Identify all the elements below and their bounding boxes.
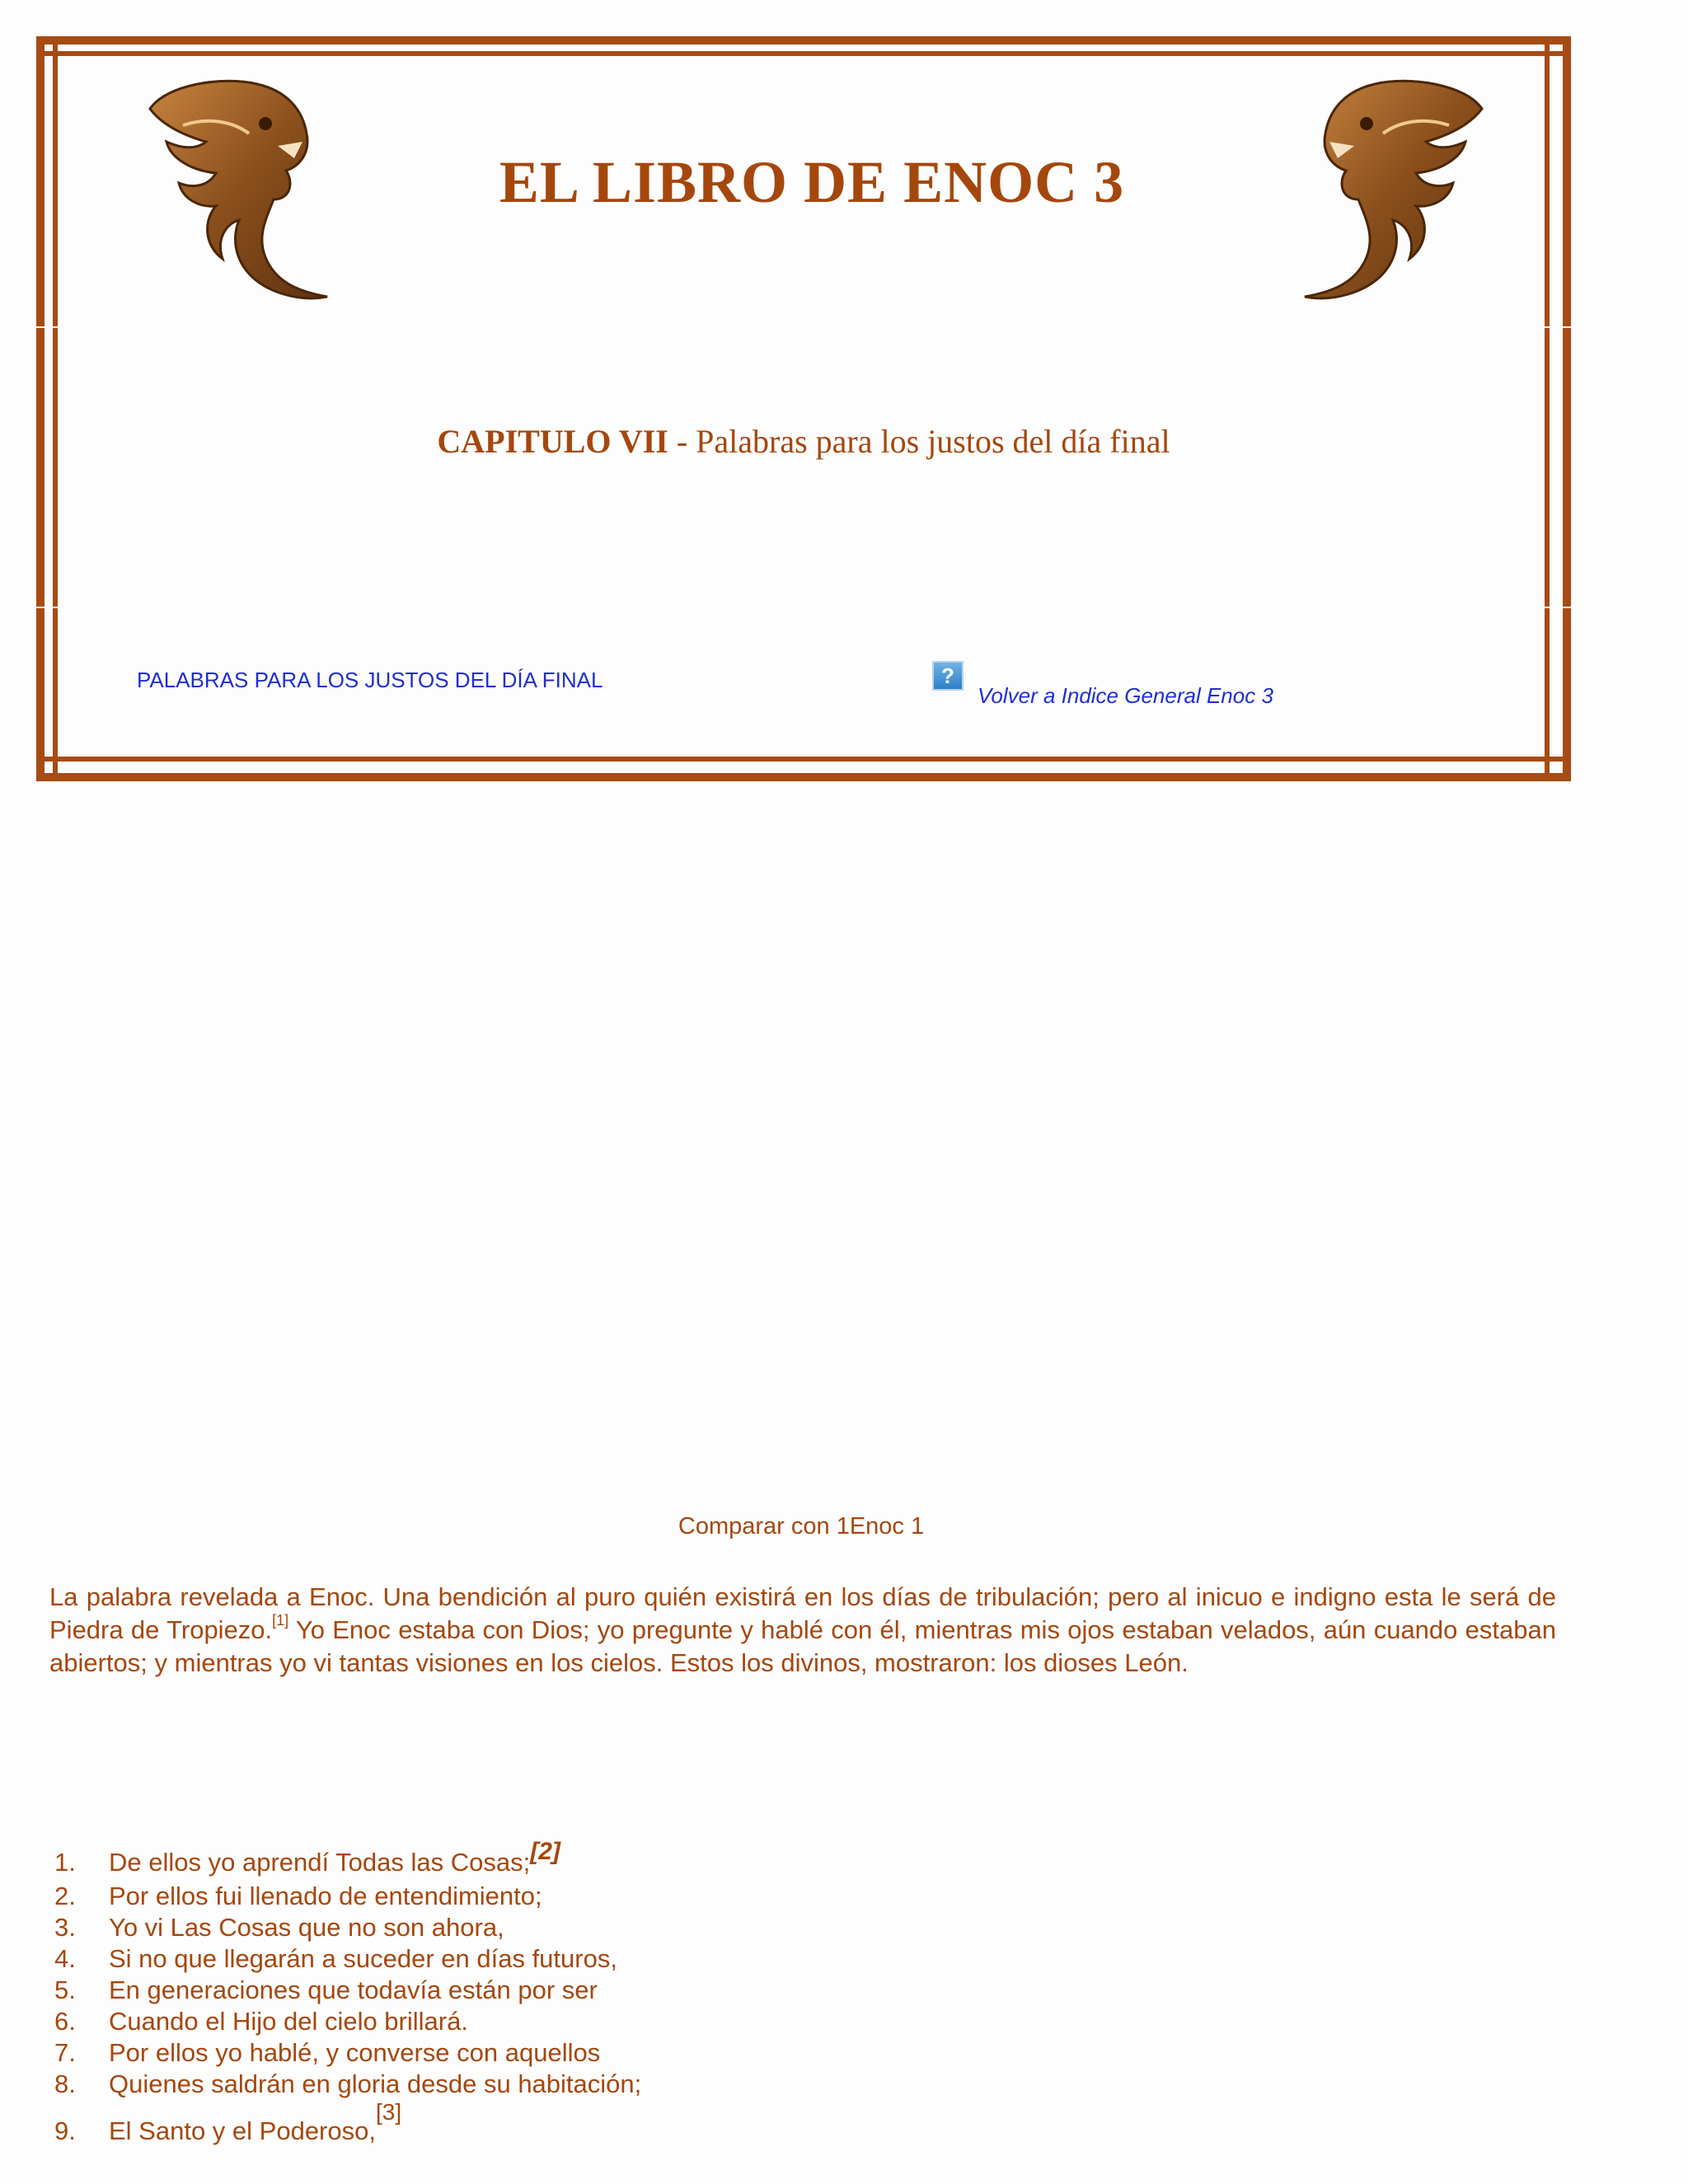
list-number: 7.: [54, 2038, 76, 2067]
frame-gap-marker: [1543, 607, 1571, 608]
list-number: 5.: [54, 1975, 76, 2004]
intro-text-part1: La palabra revelada a Enoc. Una bendición al puro quién existirá en los días de tribulación; pero al inicuo e indigno esta le será de Piedra de Tropiezo.: [49, 1582, 1556, 1644]
list-text: Por ellos yo hablé, y converse con aquellos: [109, 2038, 601, 2067]
section-link[interactable]: PALABRAS PARA LOS JUSTOS DEL DÍA FINAL: [137, 668, 603, 692]
lion-head-emblem-icon: [1301, 76, 1498, 323]
list-number: 2.: [54, 1882, 76, 1910]
list-number: 4.: [54, 1944, 76, 1973]
intro-paragraph: [49, 1581, 1556, 1680]
help-question-icon[interactable]: ?: [932, 661, 964, 691]
list-number: 6.: [54, 2007, 76, 2036]
chapter-heading: [247, 422, 1360, 461]
list-text: El Santo y el Poderoso,: [109, 2116, 376, 2145]
footnote-ref-1[interactable]: [1]: [272, 1612, 289, 1629]
list-text: Yo vi Las Cosas que no son ahora,: [109, 1913, 504, 1942]
frame-inner-bottom: [45, 757, 1563, 762]
footnote-ref-2[interactable]: [2]: [530, 1838, 560, 1865]
compare-note: Comparar con 1Enoc 1: [678, 1513, 925, 1540]
list-item: [54, 2100, 641, 2149]
frame-inner-left: [53, 45, 58, 773]
list-item: [54, 1881, 641, 1912]
frame-gap-marker: [36, 607, 61, 608]
list-item: [54, 1975, 641, 2006]
list-text: De ellos yo aprendí Todas las Cosas;: [109, 1848, 531, 1877]
frame-outer-left: [36, 36, 45, 781]
chapter-number: CAPITULO VII: [437, 423, 668, 460]
list-number: 8.: [54, 2069, 76, 2098]
list-item: [54, 2037, 641, 2069]
list-number: 1.: [54, 1848, 76, 1877]
frame-outer-bottom: [36, 773, 1571, 781]
list-text: Si no que llegarán a suceder en días futuros,: [109, 1944, 617, 1973]
page-title: EL LIBRO DE ENOC 3: [499, 149, 1125, 215]
verse-list: [54, 1831, 641, 2149]
list-item: [54, 2069, 641, 2100]
list-text: Quienes saldrán en gloria desde su habitación;: [109, 2069, 642, 2098]
list-text: En generaciones que todavía están por ser: [109, 1975, 598, 2004]
list-number: 9.: [54, 2116, 76, 2145]
list-text: Por ellos fui llenado de entendimiento;: [109, 1882, 542, 1910]
intro-text-part2: Yo Enoc estaba con Dios; yo pregunte y hablé con él, mientras mis ojos estaban velados, aún cuando estaban abiertos; y mientras yo vi tantas visiones en los cielos. Estos los divinos, mostraron: los dioses León.: [49, 1615, 1557, 1677]
frame-outer-right: [1563, 36, 1571, 781]
chapter-title: - Palabras para los justos del día final: [668, 423, 1170, 460]
list-item: [54, 2006, 641, 2037]
lion-head-emblem-icon: [134, 76, 331, 323]
list-item: [54, 1943, 641, 1975]
list-number: 3.: [54, 1913, 76, 1942]
frame-gap-marker: [36, 326, 61, 328]
list-item: [54, 1912, 641, 1943]
frame-gap-marker: [1543, 326, 1571, 328]
back-to-index-link[interactable]: Volver a Indice General Enoc 3: [978, 683, 1273, 708]
frame-outer-top: [36, 36, 1571, 45]
frame-inner-right: [1545, 45, 1550, 773]
list-text: Cuando el Hijo del cielo brillará.: [109, 2007, 468, 2036]
list-item: [54, 1831, 641, 1881]
frame-inner-top: [45, 51, 1563, 56]
footnote-ref-3[interactable]: [3]: [375, 2099, 402, 2125]
